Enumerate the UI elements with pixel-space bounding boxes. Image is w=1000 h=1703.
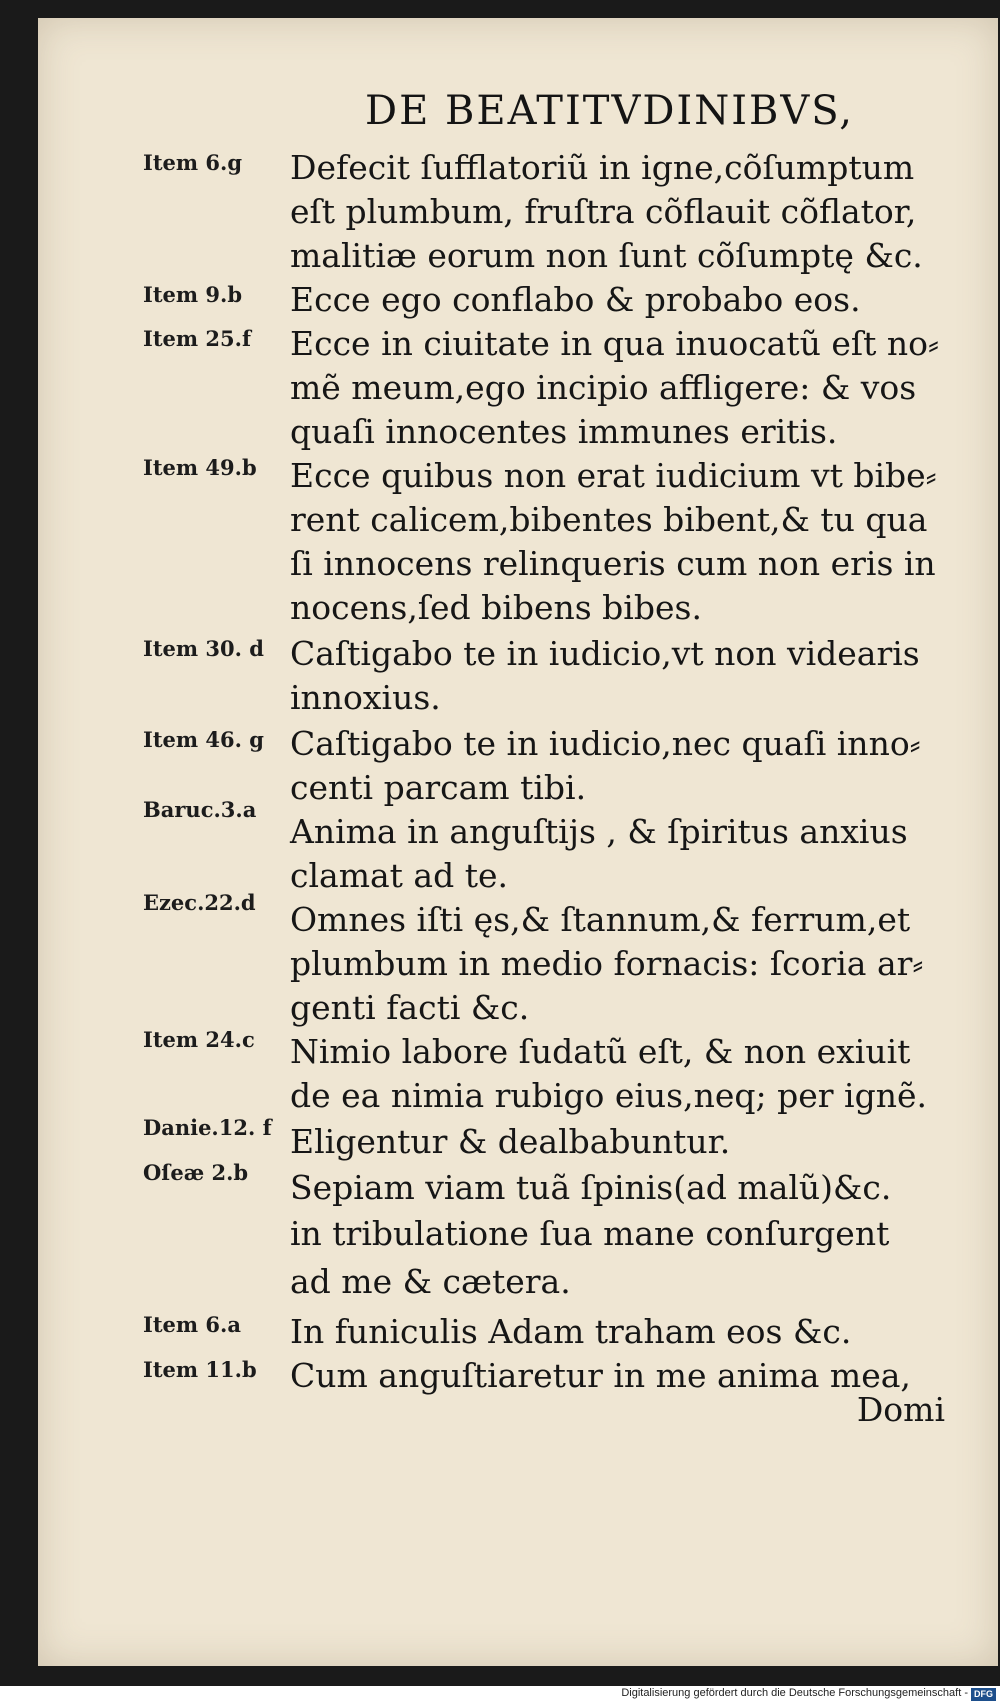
margin-note: Baruc.3.a [143, 797, 257, 822]
text-line: Cum anguſtiaretur in me anima mea, [290, 1356, 911, 1395]
text-line: Sepiam viam tuã ſpinis(ad malũ)&c. [290, 1168, 892, 1207]
margin-note: Item 11.b [143, 1357, 257, 1382]
margin-note: Item 24.c [143, 1027, 255, 1052]
text-line: In funiculis Adam traham eos &c. [290, 1312, 852, 1351]
text-line: Caſtigabo te in iudicio,vt non videaris [290, 634, 920, 673]
footer-credit: Digitalisierung gefördert durch die Deutsche Forschungsgemeinschaft - [621, 1687, 968, 1699]
text-line: nocens,ſed bibens bibes. [290, 588, 702, 627]
margin-note: Danie.12. f [143, 1115, 272, 1140]
text-line: clamat ad te. [290, 856, 508, 895]
text-line: Anima in anguſtijs , & ſpiritus anxius [290, 812, 908, 851]
margin-note: Item 49.b [143, 455, 257, 480]
text-line: innoxius. [290, 678, 441, 717]
margin-note: Oſeæ 2.b [143, 1160, 249, 1185]
text-line: rent calicem,bibentes bibent,& tu qua [290, 500, 928, 539]
text-line: quaſi innocentes immunes eritis. [290, 412, 838, 451]
text-line: Omnes iſti ęs,& ſtannum,& ferrum,et [290, 900, 911, 939]
catchword: Domi [856, 1390, 945, 1429]
margin-note: Item 6.g [143, 150, 243, 175]
text-line: ſi innocens relinqueris cum non eris in [290, 544, 936, 583]
text-line: genti facti &c. [290, 988, 530, 1027]
text-line: Eligentur & dealbabuntur. [290, 1122, 731, 1161]
text-line: plumbum in medio fornacis: ſcoria ar⸗ [290, 944, 924, 983]
text-line: Caſtigabo te in iudicio,nec quaſi inno⸗ [290, 724, 921, 763]
text-line: eſt plumbum, fruſtra cõflauit cõflator, [290, 192, 917, 231]
text-line: de ea nimia rubigo eius,neq; per ignẽ. [290, 1076, 927, 1115]
text-line: mẽ meum,ego incipio affligere: & vos [290, 368, 917, 407]
text-line: Nimio labore ſudatũ eſt, & non exiuit [290, 1032, 911, 1071]
text-line: centi parcam tibi. [290, 768, 587, 807]
text-line: Ecce in ciuitate in qua inuocatũ eſt no⸗ [290, 324, 939, 363]
margin-note: Item 30. d [143, 636, 264, 661]
margin-note: Item 46. g [143, 727, 264, 752]
running-head: DE BEATITVDINIBVS, [365, 88, 854, 134]
margin-note: Item 9.b [143, 282, 243, 307]
dfg-logo-badge: DFG [971, 1688, 996, 1701]
text-line: in tribulatione ſua mane conſurgent [290, 1214, 890, 1253]
margin-note: Item 25.f [143, 326, 251, 351]
text-line: Ecce quibus non erat iudicium vt bibe⸗ [290, 456, 937, 495]
text-line: ad me & cætera. [290, 1262, 571, 1301]
text-line: Defecit ſufflatoriũ in igne,cõſumptum [290, 148, 915, 187]
margin-note: Item 6.a [143, 1312, 241, 1337]
text-line: Ecce ego conflabo & probabo eos. [290, 280, 861, 319]
text-line: malitiæ eorum non ſunt cõſumptę &c. [290, 236, 923, 275]
margin-note: Ezec.22.d [143, 890, 256, 915]
